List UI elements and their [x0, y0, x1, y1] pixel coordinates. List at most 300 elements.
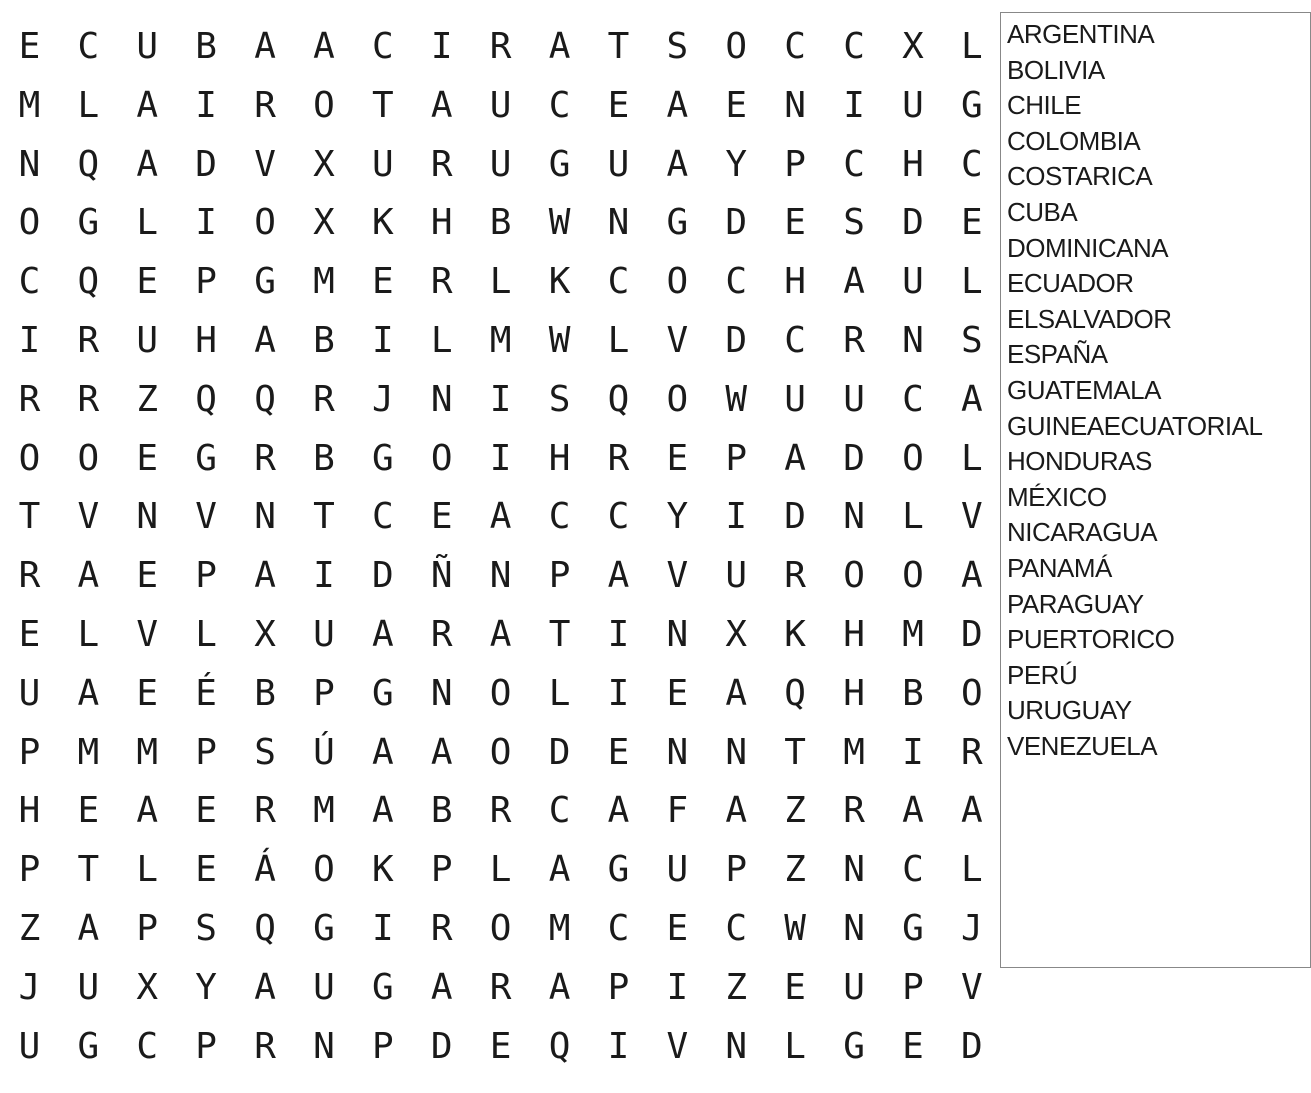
grid-cell[interactable]: I [430, 26, 453, 67]
grid-cell[interactable]: Z [136, 378, 159, 420]
grid-cell[interactable]: R [843, 790, 865, 832]
grid-cell[interactable]: L [195, 613, 217, 655]
grid-cell[interactable]: D [843, 437, 865, 479]
grid-cell[interactable]: D [195, 143, 217, 185]
grid-cell[interactable]: L [77, 613, 100, 655]
grid-cell[interactable]: Z [725, 966, 748, 1008]
grid-cell[interactable]: K [371, 202, 394, 244]
grid-cell[interactable]: T [18, 496, 41, 538]
grid-cell[interactable]: L [430, 319, 453, 361]
grid-cell[interactable]: I [371, 907, 394, 949]
grid-cell[interactable]: M [77, 731, 100, 773]
grid-cell[interactable]: X [313, 143, 335, 185]
grid-cell[interactable]: C [548, 84, 571, 126]
grid-cell[interactable]: O [725, 26, 748, 67]
grid-cell[interactable]: K [784, 613, 806, 655]
grid-cell[interactable]: C [607, 496, 630, 538]
grid-cell[interactable]: S [548, 378, 571, 420]
grid-cell[interactable]: C [784, 26, 806, 67]
grid-cell[interactable]: C [77, 26, 100, 67]
grid-cell[interactable]: X [725, 613, 748, 655]
grid-cell[interactable]: C [902, 378, 924, 420]
grid-cell[interactable]: A [254, 966, 276, 1008]
grid-cell[interactable]: O [313, 84, 335, 126]
grid-cell[interactable]: Q [77, 261, 100, 303]
grid-cell[interactable]: R [18, 555, 41, 597]
grid-cell[interactable]: Á [254, 849, 276, 891]
grid-cell[interactable]: O [902, 437, 924, 479]
grid-cell[interactable]: A [136, 143, 159, 185]
grid-cell[interactable]: N [18, 143, 41, 185]
grid-cell[interactable]: Y [725, 143, 748, 185]
grid-cell[interactable]: I [607, 613, 630, 655]
grid-cell[interactable]: G [195, 437, 217, 479]
grid-cell[interactable]: O [77, 437, 100, 479]
grid-cell[interactable]: E [371, 261, 394, 303]
grid-cell[interactable]: R [489, 26, 512, 67]
grid-cell[interactable]: M [843, 731, 865, 773]
grid-cell[interactable]: P [195, 1025, 217, 1067]
grid-cell[interactable]: G [902, 907, 924, 949]
grid-cell[interactable]: M [548, 907, 571, 949]
grid-cell[interactable]: R [960, 731, 983, 773]
grid-cell[interactable]: N [666, 731, 689, 773]
grid-cell[interactable]: U [843, 966, 865, 1008]
grid-cell[interactable]: L [77, 84, 100, 126]
grid-cell[interactable]: A [136, 790, 159, 832]
grid-cell[interactable]: G [371, 437, 394, 479]
grid-cell[interactable]: O [489, 907, 512, 949]
grid-cell[interactable]: R [489, 790, 512, 832]
grid-cell[interactable]: A [371, 790, 394, 832]
grid-cell[interactable]: B [489, 202, 512, 244]
grid-cell[interactable]: P [136, 907, 159, 949]
grid-cell[interactable]: I [902, 731, 924, 773]
grid-cell[interactable]: J [371, 378, 394, 420]
grid-cell[interactable]: Q [784, 672, 806, 714]
grid-cell[interactable]: B [254, 672, 276, 714]
grid-cell[interactable]: E [607, 731, 630, 773]
grid-cell[interactable]: V [77, 496, 100, 538]
grid-cell[interactable]: X [902, 26, 924, 67]
grid-cell[interactable]: D [960, 1025, 983, 1067]
grid-cell[interactable]: A [843, 261, 865, 303]
grid-cell[interactable]: H [784, 261, 806, 303]
grid-cell[interactable]: N [313, 1025, 335, 1067]
grid-cell[interactable]: C [960, 143, 983, 185]
grid-cell[interactable]: R [254, 1025, 276, 1067]
grid-cell[interactable]: O [430, 437, 453, 479]
grid-cell[interactable]: H [548, 437, 571, 479]
grid-cell[interactable]: L [136, 849, 159, 891]
grid-cell[interactable]: A [254, 26, 276, 67]
grid-cell[interactable]: I [489, 378, 512, 420]
grid-cell[interactable]: N [430, 378, 453, 420]
grid-cell[interactable]: M [136, 731, 159, 773]
grid-cell[interactable]: N [430, 672, 453, 714]
grid-cell[interactable]: L [960, 849, 983, 891]
grid-cell[interactable]: U [489, 143, 512, 185]
grid-cell[interactable]: D [960, 613, 983, 655]
grid-cell[interactable]: P [902, 966, 924, 1008]
grid-cell[interactable]: D [784, 496, 806, 538]
grid-cell[interactable]: X [313, 202, 335, 244]
grid-cell[interactable]: D [725, 202, 748, 244]
grid-cell[interactable]: O [666, 261, 689, 303]
grid-cell[interactable]: E [136, 437, 159, 479]
grid-cell[interactable]: A [666, 84, 689, 126]
grid-cell[interactable]: A [254, 555, 276, 597]
grid-cell[interactable]: I [607, 672, 630, 714]
grid-cell[interactable]: M [313, 790, 335, 832]
grid-cell[interactable]: L [960, 437, 983, 479]
grid-cell[interactable]: G [548, 143, 571, 185]
grid-cell[interactable]: Z [784, 790, 806, 832]
grid-cell[interactable]: C [784, 319, 806, 361]
grid-cell[interactable]: V [666, 555, 689, 597]
grid-cell[interactable]: Ñ [430, 555, 453, 597]
grid-cell[interactable]: K [371, 849, 394, 891]
grid-cell[interactable]: E [666, 672, 689, 714]
grid-cell[interactable]: X [254, 613, 276, 655]
grid-cell[interactable]: P [195, 731, 217, 773]
grid-cell[interactable]: T [371, 84, 394, 126]
grid-cell[interactable]: I [607, 1025, 630, 1067]
grid-cell[interactable]: C [548, 496, 571, 538]
grid-cell[interactable]: A [489, 613, 512, 655]
grid-cell[interactable]: M [902, 613, 924, 655]
grid-cell[interactable]: H [902, 143, 924, 185]
grid-cell[interactable]: V [960, 496, 983, 538]
grid-cell[interactable]: S [960, 319, 983, 361]
grid-cell[interactable]: C [371, 496, 394, 538]
grid-cell[interactable]: O [313, 849, 335, 891]
grid-cell[interactable]: Q [254, 907, 276, 949]
grid-cell[interactable]: P [195, 261, 217, 303]
grid-cell[interactable]: N [843, 849, 865, 891]
grid-cell[interactable]: E [18, 613, 41, 655]
grid-cell[interactable]: C [725, 907, 748, 949]
grid-cell[interactable]: A [77, 555, 100, 597]
grid-cell[interactable]: I [18, 319, 41, 361]
grid-cell[interactable]: B [430, 790, 453, 832]
grid-cell[interactable]: G [371, 966, 394, 1008]
grid-cell[interactable]: B [195, 26, 217, 67]
grid-cell[interactable]: C [902, 849, 924, 891]
grid-cell[interactable]: C [548, 790, 571, 832]
grid-cell[interactable]: C [843, 143, 865, 185]
grid-cell[interactable]: R [254, 437, 276, 479]
grid-cell[interactable]: U [607, 143, 630, 185]
grid-cell[interactable]: O [489, 672, 512, 714]
grid-cell[interactable]: I [313, 555, 335, 597]
grid-cell[interactable]: Q [548, 1025, 571, 1067]
grid-cell[interactable]: L [902, 496, 924, 538]
grid-cell[interactable]: W [725, 378, 748, 420]
grid-cell[interactable]: U [784, 378, 806, 420]
grid-cell[interactable]: C [371, 26, 394, 67]
grid-cell[interactable]: V [960, 966, 983, 1008]
grid-cell[interactable]: U [136, 26, 159, 67]
grid-cell[interactable]: D [548, 731, 571, 773]
grid-cell[interactable]: C [607, 907, 630, 949]
grid-cell[interactable]: E [430, 496, 453, 538]
grid-cell[interactable]: N [784, 84, 806, 126]
grid-cell[interactable]: K [548, 261, 571, 303]
grid-cell[interactable]: R [489, 966, 512, 1008]
grid-cell[interactable]: U [18, 672, 41, 714]
grid-cell[interactable]: Q [254, 378, 276, 420]
grid-cell[interactable]: I [195, 202, 217, 244]
grid-cell[interactable]: E [195, 790, 217, 832]
grid-cell[interactable]: O [666, 378, 689, 420]
grid-cell[interactable]: P [548, 555, 571, 597]
grid-cell[interactable]: A [77, 672, 100, 714]
grid-cell[interactable]: H [18, 790, 41, 832]
grid-cell[interactable]: L [607, 319, 630, 361]
grid-cell[interactable]: O [960, 672, 983, 714]
grid-cell[interactable]: L [489, 849, 512, 891]
grid-cell[interactable]: E [136, 672, 159, 714]
grid-cell[interactable]: U [489, 84, 512, 126]
grid-cell[interactable]: W [784, 907, 806, 949]
grid-cell[interactable]: G [371, 672, 394, 714]
grid-cell[interactable]: H [430, 202, 453, 244]
grid-cell[interactable]: C [725, 261, 748, 303]
grid-cell[interactable]: A [430, 966, 453, 1008]
grid-cell[interactable]: J [18, 966, 41, 1008]
grid-cell[interactable]: G [77, 202, 100, 244]
grid-cell[interactable]: P [195, 555, 217, 597]
grid-cell[interactable]: I [725, 496, 748, 538]
grid-cell[interactable]: I [195, 84, 217, 126]
grid-cell[interactable]: G [77, 1025, 100, 1067]
grid-cell[interactable]: R [784, 555, 806, 597]
grid-cell[interactable]: E [489, 1025, 512, 1067]
grid-cell[interactable]: U [136, 319, 159, 361]
grid-cell[interactable]: L [784, 1025, 806, 1067]
grid-cell[interactable]: É [195, 672, 217, 714]
grid-cell[interactable]: B [313, 319, 335, 361]
grid-cell[interactable]: Z [18, 907, 41, 949]
grid-cell[interactable]: I [843, 84, 865, 126]
grid-cell[interactable]: E [136, 555, 159, 597]
grid-cell[interactable]: A [548, 966, 571, 1008]
grid-cell[interactable]: E [784, 202, 806, 244]
grid-cell[interactable]: A [666, 143, 689, 185]
grid-cell[interactable]: N [902, 319, 924, 361]
grid-cell[interactable]: A [313, 26, 335, 67]
grid-cell[interactable]: T [313, 496, 335, 538]
grid-cell[interactable]: A [607, 790, 630, 832]
grid-cell[interactable]: C [607, 261, 630, 303]
grid-cell[interactable]: T [77, 849, 100, 891]
grid-cell[interactable]: E [902, 1025, 924, 1067]
grid-cell[interactable]: G [254, 261, 276, 303]
grid-cell[interactable]: N [725, 1025, 748, 1067]
grid-cell[interactable]: E [784, 966, 806, 1008]
grid-cell[interactable]: S [254, 731, 276, 773]
grid-cell[interactable]: N [666, 613, 689, 655]
grid-cell[interactable]: E [666, 907, 689, 949]
grid-cell[interactable]: A [784, 437, 806, 479]
grid-cell[interactable]: X [136, 966, 159, 1008]
grid-cell[interactable]: M [18, 84, 41, 126]
grid-cell[interactable]: A [960, 378, 983, 420]
grid-cell[interactable]: T [548, 613, 571, 655]
grid-cell[interactable]: D [371, 555, 394, 597]
grid-cell[interactable]: N [843, 907, 865, 949]
grid-cell[interactable]: U [725, 555, 748, 597]
grid-cell[interactable]: A [254, 319, 276, 361]
grid-cell[interactable]: O [902, 555, 924, 597]
grid-cell[interactable]: U [18, 1025, 41, 1067]
grid-cell[interactable]: P [18, 731, 41, 773]
grid-cell[interactable]: S [843, 202, 865, 244]
grid-cell[interactable]: U [313, 966, 335, 1008]
grid-cell[interactable]: N [725, 731, 748, 773]
grid-cell[interactable]: P [725, 849, 748, 891]
grid-cell[interactable]: E [725, 84, 748, 126]
grid-cell[interactable]: Q [607, 378, 630, 420]
grid-cell[interactable]: V [195, 496, 217, 538]
grid-cell[interactable]: D [902, 202, 924, 244]
grid-cell[interactable]: O [18, 202, 41, 244]
grid-cell[interactable]: A [725, 672, 748, 714]
grid-cell[interactable]: P [430, 849, 453, 891]
grid-cell[interactable]: H [195, 319, 217, 361]
grid-cell[interactable]: Y [666, 496, 689, 538]
grid-cell[interactable]: D [725, 319, 748, 361]
grid-cell[interactable]: W [548, 319, 571, 361]
grid-cell[interactable]: R [18, 378, 41, 420]
grid-cell[interactable]: P [607, 966, 630, 1008]
grid-cell[interactable]: L [548, 672, 571, 714]
grid-cell[interactable]: G [607, 849, 630, 891]
grid-cell[interactable]: A [725, 790, 748, 832]
grid-cell[interactable]: R [430, 907, 453, 949]
grid-cell[interactable]: Y [195, 966, 217, 1008]
grid-cell[interactable]: E [666, 437, 689, 479]
grid-cell[interactable]: Ú [313, 731, 335, 773]
grid-cell[interactable]: N [489, 555, 512, 597]
grid-cell[interactable]: G [313, 907, 335, 949]
grid-cell[interactable]: C [136, 1025, 159, 1067]
grid-cell[interactable]: I [489, 437, 512, 479]
grid-cell[interactable]: F [666, 790, 689, 832]
grid-cell[interactable]: N [136, 496, 159, 538]
grid-cell[interactable]: V [136, 613, 159, 655]
grid-cell[interactable]: A [430, 84, 453, 126]
grid-cell[interactable]: U [77, 966, 100, 1008]
grid-cell[interactable]: L [960, 261, 983, 303]
grid-cell[interactable]: V [666, 1025, 689, 1067]
grid-cell[interactable]: R [843, 319, 865, 361]
grid-cell[interactable]: R [254, 790, 276, 832]
grid-cell[interactable]: G [843, 1025, 865, 1067]
grid-cell[interactable]: U [902, 84, 924, 126]
grid-cell[interactable]: L [960, 26, 983, 67]
grid-cell[interactable]: V [254, 143, 276, 185]
grid-cell[interactable]: N [607, 202, 630, 244]
grid-cell[interactable]: A [902, 790, 924, 832]
grid-cell[interactable]: R [430, 143, 453, 185]
grid-cell[interactable]: P [313, 672, 335, 714]
grid-cell[interactable]: O [254, 202, 276, 244]
grid-cell[interactable]: T [784, 731, 806, 773]
grid-cell[interactable]: L [136, 202, 159, 244]
grid-cell[interactable]: S [666, 26, 689, 67]
grid-cell[interactable]: A [548, 26, 571, 67]
grid-cell[interactable]: P [725, 437, 748, 479]
grid-cell[interactable]: R [607, 437, 630, 479]
grid-cell[interactable]: T [607, 26, 630, 67]
grid-cell[interactable]: A [548, 849, 571, 891]
grid-cell[interactable]: C [843, 26, 865, 67]
grid-cell[interactable]: I [666, 966, 689, 1008]
grid-cell[interactable]: R [254, 84, 276, 126]
grid-cell[interactable]: W [548, 202, 571, 244]
grid-cell[interactable]: J [960, 907, 983, 949]
grid-cell[interactable]: U [313, 613, 335, 655]
grid-cell[interactable]: A [136, 84, 159, 126]
grid-cell[interactable]: E [960, 202, 983, 244]
grid-cell[interactable]: S [195, 907, 217, 949]
grid-cell[interactable]: U [371, 143, 394, 185]
grid-cell[interactable]: N [254, 496, 276, 538]
grid-cell[interactable]: R [430, 261, 453, 303]
grid-cell[interactable]: A [489, 496, 512, 538]
grid-cell[interactable]: L [489, 261, 512, 303]
grid-cell[interactable]: P [18, 849, 41, 891]
grid-cell[interactable]: B [313, 437, 335, 479]
grid-cell[interactable]: H [843, 672, 865, 714]
grid-cell[interactable]: A [371, 731, 394, 773]
grid-cell[interactable]: B [902, 672, 924, 714]
grid-cell[interactable]: U [843, 378, 865, 420]
grid-cell[interactable]: P [371, 1025, 394, 1067]
grid-cell[interactable]: V [666, 319, 689, 361]
grid-cell[interactable]: U [666, 849, 689, 891]
grid-cell[interactable]: A [960, 555, 983, 597]
grid-cell[interactable]: A [430, 731, 453, 773]
grid-cell[interactable]: E [18, 26, 41, 67]
grid-cell[interactable]: R [430, 613, 453, 655]
grid-cell[interactable]: D [430, 1025, 453, 1067]
grid-cell[interactable]: I [371, 319, 394, 361]
grid-cell[interactable]: M [313, 261, 335, 303]
grid-cell[interactable]: R [77, 319, 100, 361]
grid-cell[interactable]: U [902, 261, 924, 303]
grid-cell[interactable]: O [843, 555, 865, 597]
grid-cell[interactable]: C [18, 261, 41, 303]
grid-cell[interactable]: A [607, 555, 630, 597]
grid-cell[interactable]: E [136, 261, 159, 303]
grid-cell[interactable]: R [313, 378, 335, 420]
grid-cell[interactable]: R [77, 378, 100, 420]
grid-cell[interactable]: O [18, 437, 41, 479]
grid-cell[interactable]: G [960, 84, 983, 126]
grid-cell[interactable]: Q [77, 143, 100, 185]
grid-cell[interactable]: M [489, 319, 512, 361]
grid-cell[interactable]: E [195, 849, 217, 891]
grid-cell[interactable]: P [784, 143, 806, 185]
grid-cell[interactable]: H [843, 613, 865, 655]
grid-cell[interactable]: A [77, 907, 100, 949]
grid-cell[interactable]: E [77, 790, 100, 832]
grid-cell[interactable]: E [607, 84, 630, 126]
grid-cell[interactable]: O [489, 731, 512, 773]
